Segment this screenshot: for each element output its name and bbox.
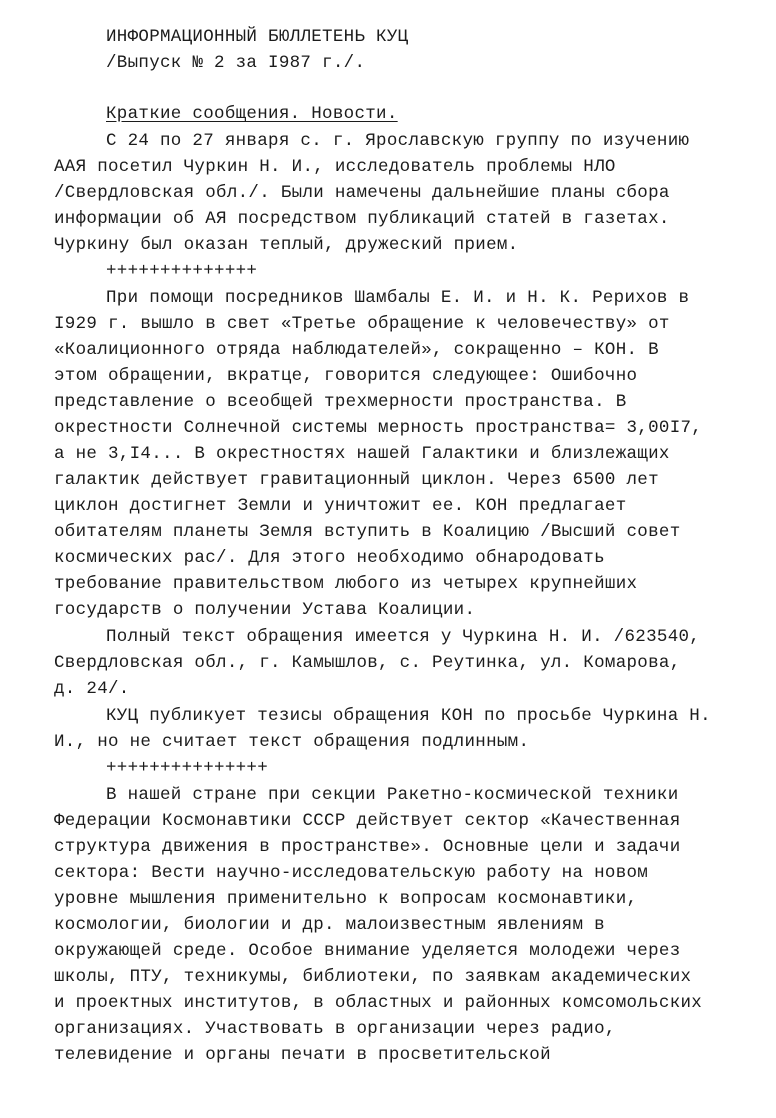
text-line: этом обращении, вкратце, говорится следующее: Ошибочно — [54, 366, 638, 386]
text-line: И., но не считает текст обращения подлинным. — [54, 732, 530, 752]
text-line: уровне мышления применительно к вопросам космонавтики, — [54, 889, 638, 909]
text-line: С 24 по 27 января с. г. Ярославскую группу по изучению — [106, 131, 690, 151]
text-line: представление о всеобщей трехмерности пространства. В — [54, 392, 627, 412]
text-line: /Свердловская обл./. Были намечены дальнейшие планы сбора — [54, 183, 670, 203]
text-line: а не 3,I4... В окрестностях нашей Галактики и близлежащих — [54, 444, 670, 464]
text-line: Полный текст обращения имеется у Чуркина Н. И. /623540, — [106, 627, 701, 647]
text-line: окружающей среде. Особое внимание уделяется молодежи через — [54, 941, 681, 961]
separator-line: +++++++++++++++ — [106, 758, 269, 778]
text-line: галактик действует гравитационный циклон. Через 6500 лет — [54, 470, 659, 490]
text-line: организациях. Участвовать в организации через радио, — [54, 1019, 616, 1039]
text-line: космологии, биологии и др. малоизвестным явлениям в — [54, 915, 605, 935]
text-line: сектора: Вести научно-исследовательскую работу на новом — [54, 863, 649, 883]
text-line: государств о получении Устава Коалиции. — [54, 600, 476, 620]
text-line: телевидение и органы печати в просветительской — [54, 1045, 551, 1065]
section-heading: Краткие сообщения. Новости. — [106, 104, 398, 124]
text-line: циклон достигнет Земли и уничтожит ее. КОН предлагает — [54, 496, 627, 516]
separator-line: ++++++++++++++ — [106, 261, 258, 281]
text-line: обитателям планеты Земля вступить в Коалицию /Высший совет — [54, 522, 681, 542]
text-line: структура движения в пространстве». Основные цели и задачи — [54, 837, 681, 857]
text-line: Чуркину был оказан теплый, дружеский прием. — [54, 235, 519, 255]
text-line: окрестности Солнечной системы мерность пространства= 3,00I7, — [54, 418, 703, 438]
text-line: Свердловская обл., г. Камышлов, с. Реутинка, ул. Комарова, — [54, 653, 681, 673]
text-line: Федерации Космонавтики СССР действует сектор «Качественная — [54, 811, 681, 831]
text-line: д. 24/. — [54, 679, 130, 699]
text-line: «Коалиционного отряда наблюдателей», сокращенно – КОН. В — [54, 340, 659, 360]
text-line: При помощи посредников Шамбалы Е. И. и Н. К. Рерихов в — [106, 288, 690, 308]
text-line: КУЦ публикует тезисы обращения КОН по просьбе Чуркина Н. — [106, 706, 711, 726]
bulletin-title: ИНФОРМАЦИОННЫЙ БЮЛЛЕТЕНЬ КУЦ — [106, 27, 409, 47]
text-line: требование правительством любого из четырех крупнейших — [54, 574, 638, 594]
text-line: информации об АЯ посредством публикаций статей в газетах. — [54, 209, 670, 229]
text-line: I929 г. вышло в свет «Третье обращение к человечеству» от — [54, 314, 670, 334]
text-line: ААЯ посетил Чуркин Н. И., исследователь проблемы НЛО — [54, 157, 616, 177]
text-line: В нашей стране при секции Ракетно-космической техники — [106, 785, 679, 805]
text-line: и проектных институтов, в областных и районных комсомольских — [54, 993, 703, 1013]
text-line: космических рас/. Для этого необходимо обнародовать — [54, 548, 605, 568]
issue-number: /Выпуск № 2 за I987 г./. — [106, 53, 366, 73]
text-line: школы, ПТУ, техникумы, библиотеки, по заявкам академических — [54, 967, 692, 987]
